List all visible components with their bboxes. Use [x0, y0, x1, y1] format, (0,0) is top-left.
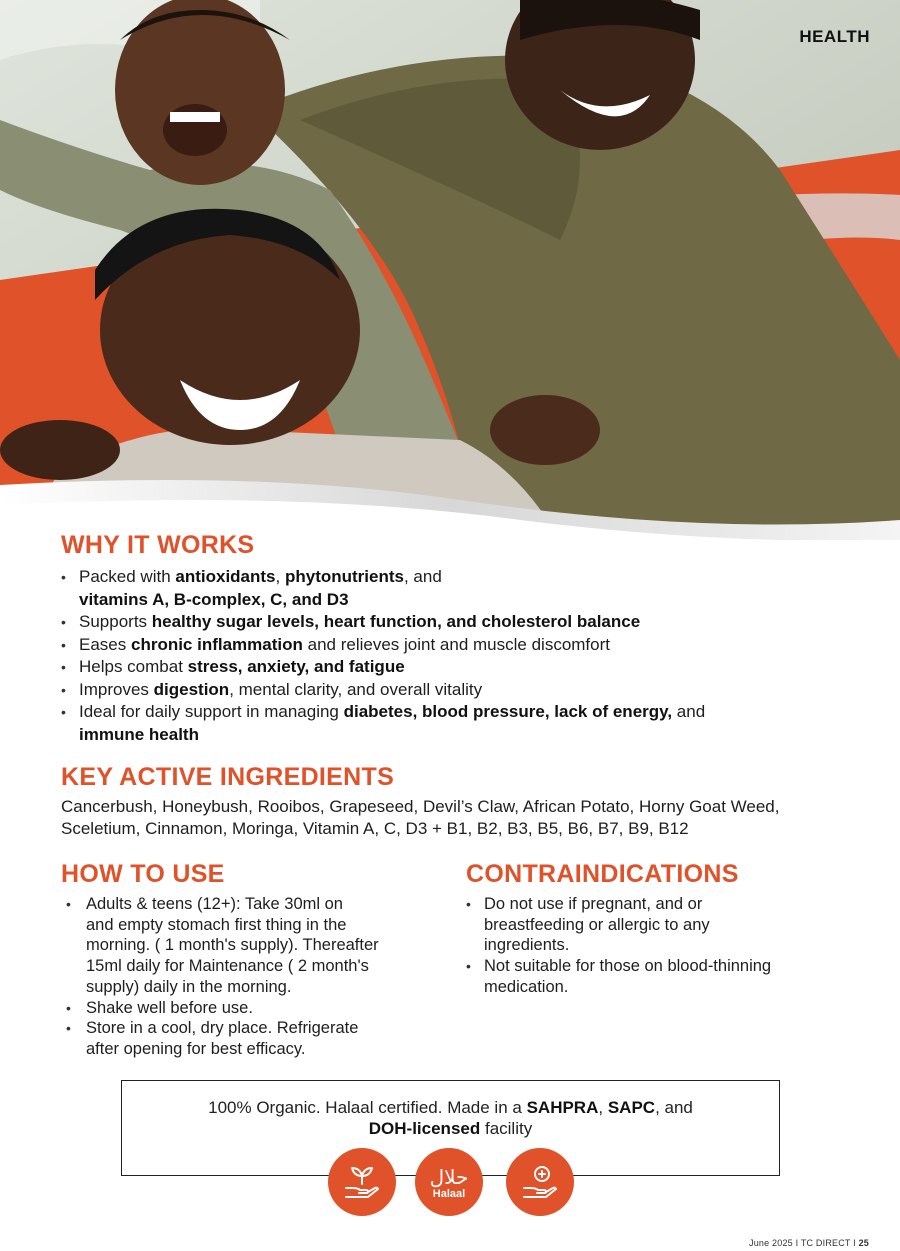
list-item — [66, 998, 436, 1019]
text-run: Improves — [79, 679, 154, 699]
halaal-icon — [415, 1148, 483, 1216]
text-run: facility — [480, 1119, 533, 1138]
text-run: , — [598, 1098, 608, 1117]
text-run: Do not use if pregnant, and or — [484, 895, 703, 913]
footer-separator: I — [795, 1238, 799, 1248]
text-run: Helps combat — [79, 657, 188, 676]
contraindications-heading: CONTRAINDICATIONS — [466, 860, 739, 888]
text-run: and empty stomach first thing in the — [86, 915, 347, 934]
text-run: Ideal for daily support in managing — [79, 702, 344, 721]
list-item — [61, 634, 861, 657]
certification-text — [122, 1097, 779, 1139]
halaal-arabic-text: حلال — [429, 1165, 469, 1189]
text-run: 15ml daily for Maintenance ( 2 month's — [86, 957, 369, 976]
bold-text: SAHPRA — [526, 1098, 599, 1117]
bold-text: chronic inflammation — [130, 634, 303, 654]
text-run: , — [275, 567, 285, 586]
medical-care-icon — [506, 1148, 574, 1216]
list-item — [61, 701, 861, 746]
bold-text: antioxidants — [175, 567, 276, 586]
list-item — [61, 566, 861, 611]
contraindications-list — [466, 894, 866, 998]
text-run: , mental clarity, and overall vitality — [229, 679, 483, 699]
text-run: medication. — [484, 977, 569, 996]
list-item — [61, 611, 861, 634]
list-item — [466, 956, 866, 997]
text-run: 100% Organic. Halaal certified. Made in a — [208, 1098, 527, 1117]
text-run: after opening for best efficacy. — [86, 1039, 306, 1058]
list-item — [466, 894, 866, 956]
list-item — [66, 1018, 436, 1059]
text-run: , and — [403, 567, 442, 586]
list-item — [61, 656, 861, 679]
text-run: Adults & teens (12+): Take 30ml on — [86, 895, 343, 913]
bold-text: DOH-licensed — [368, 1119, 481, 1138]
bold-text: stress, anxiety, and fatigue — [187, 657, 405, 676]
hero-image — [0, 0, 900, 540]
text-run: Supports — [79, 612, 152, 631]
text-run: , and — [655, 1098, 693, 1117]
bold-text: diabetes, blood pressure, lack of energy, — [343, 702, 673, 721]
bold-text: vitamins A, B-complex, C, and D3 — [79, 589, 349, 609]
text-run: Eases — [79, 634, 131, 654]
page-footer — [749, 1238, 869, 1248]
organic-plant-icon — [328, 1148, 396, 1216]
how-to-use-list — [66, 894, 436, 1060]
footer-separator: I — [853, 1238, 856, 1248]
list-item — [66, 894, 436, 998]
page-number: 25 — [858, 1238, 869, 1248]
text-run: Store in a cool, dry place. Refrigerate — [86, 1019, 359, 1038]
bold-text: phytonutrients — [284, 567, 404, 586]
how-to-use-heading: HOW TO USE — [61, 860, 225, 888]
why-it-works-heading: WHY IT WORKS — [61, 531, 255, 559]
bold-text: immune health — [79, 724, 199, 744]
text-run: ingredients. — [484, 936, 570, 955]
bold-text: SAPC — [607, 1098, 656, 1117]
issue-date: June 2025 — [749, 1238, 793, 1248]
text-run: and relieves joint and muscle discomfort — [302, 634, 610, 654]
text-run: Packed with — [79, 567, 176, 586]
section-tag: HEALTH — [799, 27, 870, 46]
halaal-label: Halaal — [432, 1188, 466, 1200]
text-run: breastfeeding or allergic to any — [484, 915, 710, 934]
key-ingredients-text: Cancerbush, Honeybush, Rooibos, Grapeseed, Devil’s Claw, African Potato, Horny Goat Weed, Sceletium, Cinnamon, Moringa, Vitamin A, C, D3 + B1, B2, B3, B5, B6, B7, B9, B12 — [61, 797, 780, 838]
bold-text: digestion — [153, 679, 230, 699]
publication-name: TC DIRECT — [800, 1238, 851, 1248]
text-run: morning. ( 1 month's supply). Thereafter — [86, 936, 379, 955]
key-ingredients-heading: KEY ACTIVE INGREDIENTS — [61, 763, 395, 791]
text-run: and — [672, 702, 706, 721]
text-run: Not suitable for those on blood-thinning — [484, 957, 772, 976]
bold-text: healthy sugar levels, heart function, and cholesterol balance — [151, 612, 641, 631]
hero-illustration — [0, 0, 900, 540]
text-run: supply) daily in the morning. — [86, 977, 292, 996]
why-it-works-list — [61, 566, 861, 746]
text-run: Shake well before use. — [86, 998, 253, 1017]
list-item — [61, 679, 861, 702]
